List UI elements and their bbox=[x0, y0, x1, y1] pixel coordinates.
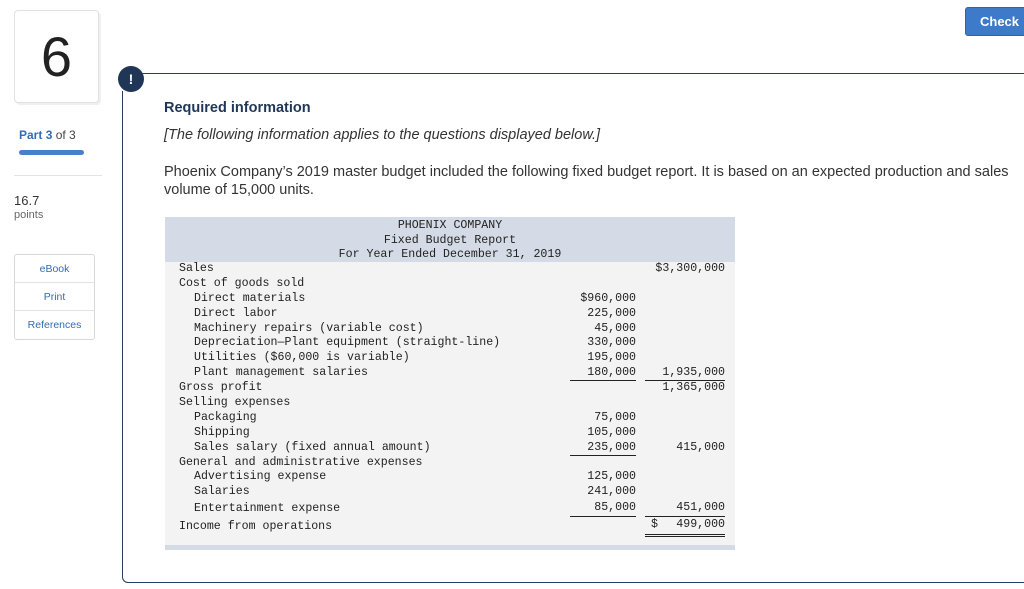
row-label: Direct materials bbox=[194, 291, 306, 305]
row-label: Cost of goods sold bbox=[179, 276, 305, 290]
row-total: 1,935,000 bbox=[645, 366, 725, 381]
report-row bbox=[165, 470, 735, 485]
row-label: Sales bbox=[179, 262, 214, 275]
row-label: Shipping bbox=[194, 425, 250, 439]
report-row bbox=[165, 307, 735, 322]
row-label: Direct labor bbox=[194, 306, 278, 320]
report-row bbox=[165, 366, 735, 381]
report-row bbox=[165, 500, 735, 516]
row-amount: 105,000 bbox=[587, 425, 636, 439]
row-label: Depreciation—Plant equipment (straight-line) bbox=[194, 336, 501, 350]
part-progress-bar bbox=[19, 150, 84, 155]
row-label: Sales salary (fixed annual amount) bbox=[194, 440, 431, 454]
report-header bbox=[165, 217, 735, 262]
row-amount: 45,000 bbox=[594, 321, 636, 335]
row-amount: $960,000 bbox=[580, 291, 636, 305]
report-row bbox=[165, 336, 735, 351]
check-button[interactable]: Check bbox=[965, 7, 1024, 36]
row-label: Entertainment expense bbox=[194, 502, 341, 516]
row-label: Utilities ($60,000 is variable) bbox=[194, 351, 410, 365]
report-period: For Year Ended December 31, 2019 bbox=[338, 248, 562, 261]
row-total: 1,365,000 bbox=[662, 381, 725, 395]
row-label: Packaging bbox=[194, 410, 257, 424]
row-label: Salaries bbox=[194, 485, 250, 499]
row-label: Plant management salaries bbox=[194, 366, 368, 380]
part-label: Part 3 bbox=[19, 128, 53, 142]
row-amount: 125,000 bbox=[587, 470, 636, 484]
report-row bbox=[165, 411, 735, 426]
fixed-budget-report bbox=[165, 217, 735, 550]
row-amount: 195,000 bbox=[587, 351, 636, 365]
row-label: General and administrative expenses bbox=[179, 455, 423, 469]
report-row bbox=[165, 262, 735, 277]
row-amount: 75,000 bbox=[594, 410, 636, 424]
report-row bbox=[165, 322, 735, 337]
references-link[interactable]: References bbox=[27, 319, 82, 331]
report-body bbox=[165, 262, 735, 535]
row-label: Machinery repairs (variable cost) bbox=[194, 321, 424, 335]
report-footer-bar bbox=[165, 545, 735, 550]
row-total-value: 499,000 bbox=[676, 518, 725, 532]
row-amount: 241,000 bbox=[587, 485, 636, 499]
report-row bbox=[165, 441, 735, 456]
report-row bbox=[165, 456, 735, 471]
row-total: 451,000 bbox=[645, 500, 725, 517]
report-row bbox=[165, 426, 735, 441]
print-link[interactable]: Print bbox=[15, 283, 94, 311]
report-name: Fixed Budget Report bbox=[383, 233, 517, 247]
ebook-link[interactable]: eBook bbox=[15, 255, 94, 283]
row-amount: 85,000 bbox=[570, 500, 636, 517]
row-label: Selling expenses bbox=[179, 396, 291, 410]
report-row bbox=[165, 351, 735, 366]
row-amount: 235,000 bbox=[570, 441, 636, 456]
problem-intro: Phoenix Company’s 2019 master budget included the following fixed budget report. It is based on an expected production and sales volume of 15,000 units. bbox=[164, 164, 1009, 198]
row-amount: 225,000 bbox=[587, 306, 636, 320]
row-dollar: $ bbox=[651, 518, 658, 532]
question-number: 6 bbox=[14, 10, 99, 103]
points-label: points bbox=[14, 209, 44, 221]
points-value: 16.7 bbox=[14, 193, 40, 208]
row-label: Gross profit bbox=[179, 381, 263, 395]
report-row bbox=[165, 485, 735, 500]
row-label: Income from operations bbox=[179, 520, 333, 534]
required-info-title: Required information bbox=[164, 100, 311, 116]
row-total-final bbox=[645, 516, 725, 537]
report-row bbox=[165, 292, 735, 307]
part-of: of 3 bbox=[55, 128, 76, 142]
resources-panel bbox=[14, 254, 95, 340]
part-indicator bbox=[19, 128, 76, 142]
alert-icon: ! bbox=[118, 66, 144, 92]
report-row bbox=[165, 396, 735, 411]
row-amount: 180,000 bbox=[570, 366, 636, 381]
row-amount: 330,000 bbox=[587, 336, 636, 350]
row-label: Advertising expense bbox=[194, 470, 327, 484]
report-row bbox=[165, 277, 735, 292]
row-total: 415,000 bbox=[676, 440, 725, 454]
report-row bbox=[165, 516, 735, 535]
alert-top-rule bbox=[140, 73, 1024, 74]
report-company: PHOENIX COMPANY bbox=[397, 219, 503, 232]
report-row bbox=[165, 381, 735, 396]
row-total: $3,300,000 bbox=[655, 262, 725, 275]
sidebar-divider bbox=[14, 175, 102, 176]
required-info-subtitle: [The following information applies to the questions displayed below.] bbox=[164, 127, 601, 143]
